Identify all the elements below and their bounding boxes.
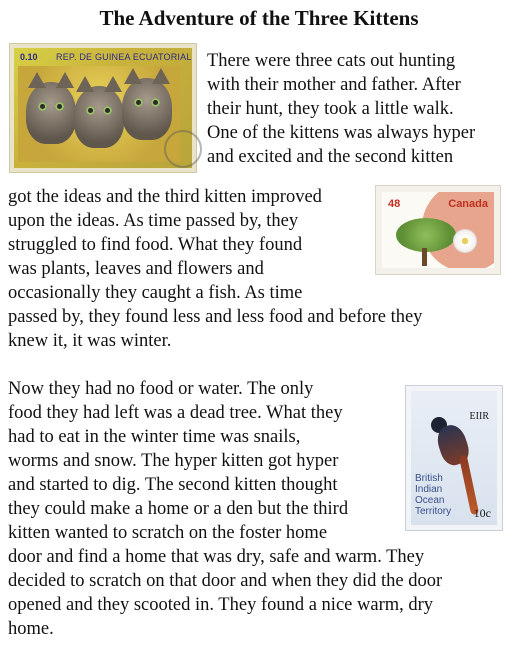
story-line: knew it, it was winter. xyxy=(8,331,172,351)
flower-icon xyxy=(454,230,476,252)
story-line: passed by, they found less and less food and before they xyxy=(8,307,423,327)
kittens-stamp xyxy=(10,44,196,172)
story-line: food they had left was a dead tree. What they xyxy=(8,403,343,423)
canada-stamp-country: Canada xyxy=(448,198,488,210)
story-line: occasionally they caught a fish. As time xyxy=(8,283,303,303)
story-line: their hunt, they took a little walk. xyxy=(207,99,454,119)
page-title: The Adventure of the Three Kittens xyxy=(99,6,419,30)
kittens-stamp-country: REP. DE GUINEA ECUATORIAL xyxy=(56,52,192,62)
bird-stamp-monogram: EIIR xyxy=(469,411,489,422)
story-line: decided to scratch on that door and when they did the door xyxy=(8,571,443,591)
story-line: had to eat in the winter time was snails, xyxy=(8,427,301,447)
story-line: upon the ideas. As time passed by, they xyxy=(8,211,299,231)
bird-stamp-denomination: 10c xyxy=(473,506,491,520)
story-line: was plants, leaves and flowers and xyxy=(8,259,264,279)
kittens-stamp-denomination: 0.10 xyxy=(20,52,38,62)
bird-stamp-country: British Indian Ocean Territory xyxy=(415,473,452,517)
postmark xyxy=(164,130,202,168)
story-line: and excited and the second kitten xyxy=(207,147,454,167)
canada-stamp xyxy=(376,186,500,274)
story-line: door and find a home that was dry, safe and warm. They xyxy=(8,547,425,567)
story-line: got the ideas and the third kitten improved xyxy=(8,187,322,207)
story-line: opened and they scooted in. They found a nice warm, dry xyxy=(8,595,434,615)
story-line: kitten wanted to scratch on the foster home xyxy=(8,523,328,543)
kittens-picture xyxy=(18,66,180,162)
story-line: home. xyxy=(8,619,54,639)
story-line: and started to dig. The second kitten thought xyxy=(8,475,338,495)
tree-icon xyxy=(396,218,456,252)
story-line: One of the kittens was always hyper xyxy=(207,123,476,143)
story-line: they could make a home or a den but the third xyxy=(8,499,349,519)
story-line: worms and snow. The hyper kitten got hyper xyxy=(8,451,339,471)
story-line: Now they had no food or water. The only xyxy=(8,379,314,399)
story-line: struggled to find food. What they found xyxy=(8,235,303,255)
bird-stamp xyxy=(406,386,502,530)
story-line: There were three cats out hunting xyxy=(207,51,456,71)
canada-stamp-denomination: 48 xyxy=(388,198,401,210)
story-line: with their mother and father. After xyxy=(207,75,461,95)
